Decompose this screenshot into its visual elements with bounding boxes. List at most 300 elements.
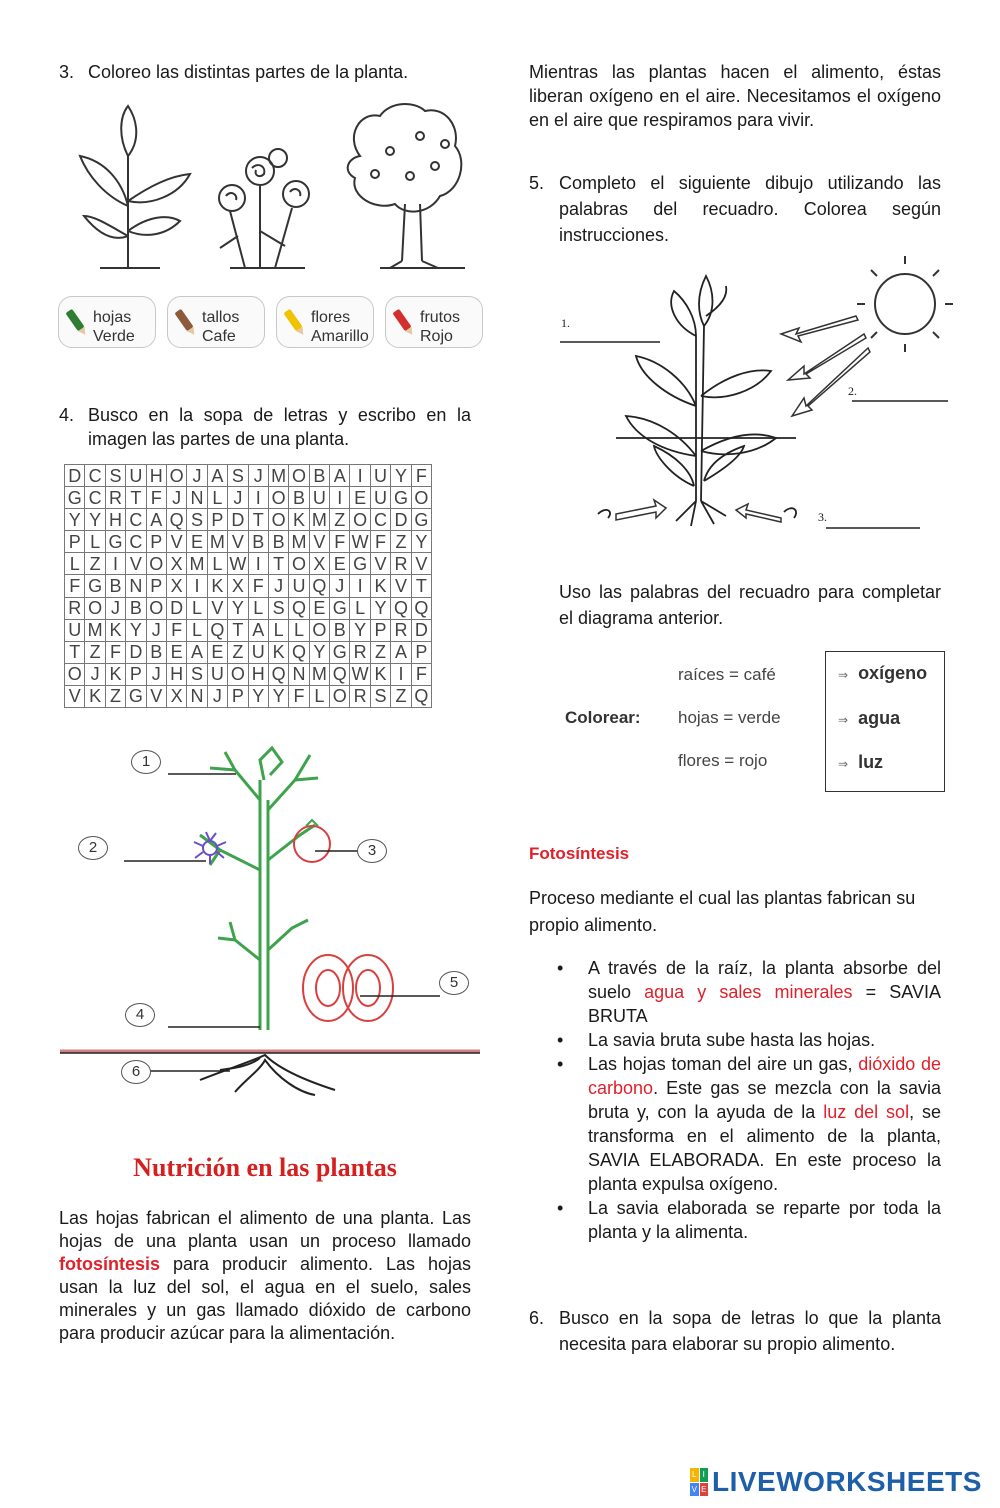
word-search-cell[interactable]: Y	[309, 641, 329, 663]
word-search-cell[interactable]: N	[126, 575, 146, 597]
word-search-cell[interactable]: J	[105, 597, 125, 619]
word-search-cell[interactable]: U	[126, 465, 146, 487]
nutrition-paragraph	[59, 1207, 471, 1345]
word-search-cell[interactable]: M	[85, 619, 105, 641]
word-search-cell[interactable]: K	[207, 575, 227, 597]
tomato-cut-drawing	[303, 955, 393, 1021]
word-search-cell[interactable]: O	[268, 487, 288, 509]
word-search-cell[interactable]: Y	[411, 531, 431, 553]
diagram-label-3: 3.	[818, 510, 827, 524]
word-search-cell[interactable]: P	[65, 531, 85, 553]
word-search-cell[interactable]: M	[207, 531, 227, 553]
word-search-cell[interactable]: L	[207, 553, 227, 575]
word-search-cell[interactable]: I	[187, 575, 207, 597]
word-search-cell[interactable]: E	[187, 531, 207, 553]
red-pencil-icon	[392, 309, 411, 332]
word-search-cell[interactable]: Q	[166, 509, 186, 531]
word-search-cell[interactable]: G	[85, 575, 105, 597]
word-search-cell[interactable]: N	[187, 487, 207, 509]
plant-parts-diagram	[60, 740, 480, 1110]
legend-tallos	[167, 296, 265, 348]
legend-frutos-label: frutos	[420, 309, 461, 326]
word-search-grid	[64, 464, 432, 708]
photosynthesis-bullets	[557, 956, 941, 1244]
word-search-cell[interactable]: Z	[330, 509, 350, 531]
question-6-number: 6.	[529, 1308, 545, 1328]
para-keyword: fotosíntesis	[59, 1254, 161, 1274]
word-search-cell[interactable]: X	[166, 553, 186, 575]
word-search-cell[interactable]: I	[248, 487, 268, 509]
word-search-cell[interactable]: G	[391, 487, 411, 509]
word-search-cell[interactable]: S	[268, 597, 288, 619]
word-search-cell[interactable]: R	[350, 685, 370, 707]
callout-3: 3	[357, 839, 387, 863]
bullet-3-text-a: Las hojas toman del aire un gas,	[588, 1054, 859, 1074]
word-search-cell[interactable]: X	[166, 685, 186, 707]
word-search-cell[interactable]: L	[187, 619, 207, 641]
bullet-3-highlight-1: dióxido de carbono	[588, 1054, 941, 1098]
callout-6: 6	[121, 1060, 151, 1084]
word-search-cell[interactable]: D	[126, 641, 146, 663]
word-search-cell[interactable]: D	[166, 597, 186, 619]
legend-flores-label: flores	[311, 309, 351, 326]
word-search-cell[interactable]: V	[391, 575, 411, 597]
word-search-cell[interactable]: O	[289, 553, 309, 575]
word-search-cell[interactable]: Q	[330, 663, 350, 685]
word-search-cell[interactable]: L	[187, 597, 207, 619]
word-search-cell[interactable]: Y	[268, 685, 288, 707]
word-search-cell[interactable]: J	[166, 487, 186, 509]
word-search-cell[interactable]: Z	[370, 641, 390, 663]
word-search-cell[interactable]: F	[411, 465, 431, 487]
word-search-cell[interactable]: F	[105, 641, 125, 663]
word-search-cell[interactable]: L	[309, 685, 329, 707]
colorear-item-3: flores = rojo	[678, 751, 768, 770]
word-search-cell[interactable]: M	[289, 531, 309, 553]
badge-square-2: I	[700, 1468, 709, 1482]
word-search-row	[65, 553, 432, 575]
word-luz: luz	[858, 752, 884, 772]
word-search-cell[interactable]: J	[330, 575, 350, 597]
word-search-cell[interactable]: Y	[85, 509, 105, 531]
word-search-row	[65, 597, 432, 619]
word-search-cell[interactable]: T	[411, 575, 431, 597]
word-search-cell[interactable]: J	[248, 465, 268, 487]
leafy-plant-drawing	[80, 106, 190, 268]
callout-1: 1	[131, 750, 161, 774]
word-search-cell[interactable]: J	[146, 663, 166, 685]
word-search-cell[interactable]: V	[309, 531, 329, 553]
word-search-cell[interactable]: K	[370, 663, 390, 685]
word-search-cell[interactable]: K	[105, 663, 125, 685]
question-4-text: Busco en la sopa de letras y escribo en la imagen las partes de una planta.	[88, 405, 471, 449]
word-oxigeno: oxígeno	[858, 663, 928, 683]
legend-tallos-label: tallos	[202, 309, 240, 326]
word-search-cell[interactable]: G	[330, 597, 350, 619]
bullet-4-text: La savia elaborada se reparte por toda la planta y la alimenta.	[588, 1198, 941, 1242]
word-search-cell[interactable]: O	[166, 465, 186, 487]
liveworksheets-logo	[690, 1466, 982, 1498]
word-search-cell[interactable]: M	[268, 465, 288, 487]
word-search-cell[interactable]: L	[268, 619, 288, 641]
word-search-cell[interactable]: Y	[126, 619, 146, 641]
word-search-cell[interactable]: O	[350, 509, 370, 531]
word-search-cell[interactable]: G	[330, 641, 350, 663]
word-search-cell[interactable]: L	[65, 553, 85, 575]
diagram-label-2: 2.	[848, 384, 857, 398]
word-search-row	[65, 641, 432, 663]
question-5	[529, 170, 941, 248]
roots-drawing	[200, 1055, 335, 1095]
word-search-cell[interactable]: I	[330, 487, 350, 509]
word-search-cell[interactable]: Q	[268, 663, 288, 685]
word-search-cell[interactable]: Q	[309, 575, 329, 597]
word-search-cell[interactable]: W	[351, 664, 369, 685]
word-search-cell[interactable]: F	[65, 575, 85, 597]
word-search-cell[interactable]: B	[146, 641, 166, 663]
bullet-4	[557, 1196, 941, 1244]
word-search-cell[interactable]: Q	[289, 641, 309, 663]
word-search-cell[interactable]: A	[330, 465, 350, 487]
badge-square-3: V	[690, 1483, 699, 1497]
callout-5: 5	[439, 971, 469, 995]
word-search-cell[interactable]: B	[309, 465, 329, 487]
word-search-cell[interactable]: P	[146, 531, 166, 553]
word-search-cell[interactable]: Y	[350, 619, 370, 641]
word-search-cell[interactable]: R	[350, 641, 370, 663]
word-search-cell[interactable]: A	[391, 641, 411, 663]
word-search-row	[65, 663, 432, 685]
word-search-cell[interactable]: D	[411, 619, 431, 641]
word-search-cell[interactable]: N	[289, 663, 309, 685]
legend-flores-color: Amarillo	[311, 328, 369, 345]
word-search-cell[interactable]: R	[391, 553, 411, 575]
word-search-cell[interactable]: V	[228, 531, 248, 553]
word-search-cell[interactable]: F	[289, 685, 309, 707]
word-search-cell[interactable]: L	[248, 597, 268, 619]
word-search-cell[interactable]: O	[65, 663, 85, 685]
word-search-cell[interactable]: B	[126, 597, 146, 619]
bullet-1-highlight: agua y sales minerales	[644, 982, 853, 1002]
word-search-cell[interactable]: I	[105, 553, 125, 575]
word-search-cell[interactable]: J	[187, 465, 207, 487]
badge-square-1: L	[690, 1468, 699, 1482]
word-search-cell[interactable]: W	[351, 531, 369, 552]
word-search-cell[interactable]: P	[146, 575, 166, 597]
word-box-item-1	[838, 663, 927, 684]
word-search-cell[interactable]: U	[370, 465, 390, 487]
callout-4: 4	[125, 1003, 155, 1027]
arrow-right-icon: ⇒	[838, 713, 849, 727]
sun-icon	[857, 256, 953, 352]
word-search-cell[interactable]: K	[105, 619, 125, 641]
bullet-1-text-b: = SAVIA BRUTA	[588, 982, 941, 1026]
word-search-cell[interactable]: Y	[228, 597, 248, 619]
word-search-cell[interactable]: U	[248, 641, 268, 663]
word-search-cell[interactable]: E	[166, 641, 186, 663]
word-box-item-2	[838, 708, 900, 729]
word-search-cell[interactable]: B	[330, 619, 350, 641]
question-3	[59, 60, 479, 84]
word-search-cell[interactable]: B	[268, 531, 288, 553]
word-search-row	[65, 465, 432, 487]
word-search-cell[interactable]: E	[207, 641, 227, 663]
word-search-cell[interactable]: E	[330, 553, 350, 575]
plant-stem-drawing	[200, 748, 318, 1030]
word-search-cell[interactable]: C	[85, 465, 105, 487]
word-search-cell[interactable]: V	[411, 553, 431, 575]
word-search-cell[interactable]: E	[350, 487, 370, 509]
legend-hojas	[58, 296, 156, 348]
word-search-cell[interactable]: O	[228, 663, 248, 685]
legend-hojas-color: Verde	[93, 328, 135, 345]
green-pencil-icon	[65, 309, 84, 332]
word-search-row	[65, 685, 432, 707]
question-4	[59, 403, 471, 451]
word-search-cell[interactable]: S	[228, 465, 248, 487]
word-search-cell[interactable]: U	[207, 663, 227, 685]
word-search-row	[65, 531, 432, 553]
word-search-cell[interactable]: C	[85, 487, 105, 509]
bullet-2-text: La savia bruta sube hasta las hojas.	[588, 1030, 876, 1050]
word-search-cell[interactable]: I	[391, 663, 411, 685]
legend-flores	[276, 296, 374, 348]
word-search-cell[interactable]: G	[411, 509, 431, 531]
word-search-cell[interactable]: B	[105, 575, 125, 597]
word-search-cell[interactable]: Y	[248, 685, 268, 707]
word-search-row	[65, 509, 432, 531]
section-title: Nutrición en las plantas	[133, 1153, 397, 1182]
word-search-cell[interactable]: Q	[411, 597, 431, 619]
word-search-cell[interactable]: Q	[289, 597, 309, 619]
word-search-cell[interactable]: K	[370, 575, 390, 597]
question-4-number: 4.	[59, 405, 75, 425]
word-search-cell[interactable]: P	[126, 663, 146, 685]
word-search-cell[interactable]: H	[166, 663, 186, 685]
fotosintesis-definition: Proceso mediante el cual las plantas fabrican su propio alimento.	[529, 888, 916, 935]
word-search-cell[interactable]: B	[248, 531, 268, 553]
legend-frutos-color: Rojo	[420, 328, 453, 345]
word-search-cell[interactable]: M	[309, 663, 329, 685]
word-search-cell[interactable]: J	[146, 619, 166, 641]
arrows-to-roots	[616, 500, 781, 522]
word-box-item-3	[838, 752, 883, 773]
word-search-cell[interactable]: S	[187, 663, 207, 685]
flower-drawing	[194, 832, 226, 864]
word-search-cell[interactable]: R	[391, 619, 411, 641]
word-search-cell[interactable]: X	[166, 575, 186, 597]
three-plants-illustration	[60, 96, 480, 276]
word-search-cell[interactable]: O	[85, 597, 105, 619]
word-search-cell[interactable]: U	[370, 487, 390, 509]
word-search-cell[interactable]: H	[146, 465, 166, 487]
bullet-2	[557, 1028, 941, 1052]
word-search-cell[interactable]: Q	[207, 619, 227, 641]
word-search-cell[interactable]: T	[248, 509, 268, 531]
badge-square-4: E	[700, 1483, 709, 1497]
word-search-cell[interactable]: J	[228, 487, 248, 509]
word-search-cell[interactable]: Z	[228, 641, 248, 663]
word-search-cell[interactable]: Q	[411, 685, 431, 707]
bullet-1	[557, 956, 941, 1028]
word-search-cell[interactable]: Y	[65, 509, 85, 531]
word-search-cell[interactable]: U	[309, 487, 329, 509]
word-search-cell[interactable]: T	[126, 487, 146, 509]
word-search-row	[65, 487, 432, 509]
legend-tallos-color: Cafe	[202, 328, 236, 345]
brand-text: LIVEWORKSHEETS	[712, 1466, 982, 1497]
word-search-cell[interactable]: O	[309, 619, 329, 641]
word-search-cell[interactable]: Z	[85, 641, 105, 663]
para-part2: para producir alimento. Las hojas usan la luz del sol, el agua en el suelo, sales minerales y un gas llamado dióxido de carbono para producir azúcar para la alimentación.	[59, 1254, 471, 1343]
word-search-cell[interactable]: G	[65, 487, 85, 509]
word-search-cell[interactable]: E	[309, 597, 329, 619]
word-search-cell[interactable]: F	[330, 531, 350, 553]
legend-frutos	[385, 296, 483, 348]
word-search-cell[interactable]: O	[411, 487, 431, 509]
bullet-3-highlight-2: luz del sol	[823, 1102, 910, 1122]
word-search-cell[interactable]: U	[289, 575, 309, 597]
bullet-3	[557, 1052, 941, 1196]
word-search-cell[interactable]: Y	[370, 597, 390, 619]
word-search-cell[interactable]: O	[289, 465, 309, 487]
word-search-cell[interactable]: Y	[391, 465, 411, 487]
word-search-cell[interactable]: J	[268, 575, 288, 597]
word-search-cell[interactable]: I	[248, 553, 268, 575]
para-part1: Las hojas fabrican el alimento de una planta. Las hojas de una planta usan un proceso llamado	[59, 1208, 471, 1251]
question-3-text: Coloreo las distintas partes de la planta.	[88, 62, 409, 82]
word-search-cell[interactable]: C	[126, 531, 146, 553]
word-search-cell[interactable]: A	[207, 465, 227, 487]
word-search-cell[interactable]: C	[126, 509, 146, 531]
colorear-item-2: hojas = verde	[678, 708, 781, 727]
word-search-cell[interactable]: B	[289, 487, 309, 509]
tomato-drawing	[294, 820, 330, 862]
word-search-cell[interactable]: J	[85, 663, 105, 685]
word-agua: agua	[858, 708, 901, 728]
bullet-3-text-c: , se transforma en el alimento de la planta, SAVIA ELABORADA. En este proceso la planta expulsa oxígeno.	[588, 1102, 942, 1194]
word-search-cell[interactable]: G	[126, 685, 146, 707]
word-search-cell[interactable]: L	[289, 619, 309, 641]
word-search-cell[interactable]: V	[207, 597, 227, 619]
word-search-cell[interactable]: R	[65, 597, 85, 619]
colorear-item-1: raíces = café	[678, 665, 776, 684]
word-search-cell[interactable]: O	[146, 597, 166, 619]
word-search-cell[interactable]: X	[309, 553, 329, 575]
word-search-cell[interactable]: F	[146, 487, 166, 509]
word-box	[825, 651, 945, 792]
word-search-cell[interactable]: N	[187, 685, 207, 707]
word-search-cell[interactable]: L	[85, 531, 105, 553]
word-search-cell[interactable]: H	[105, 509, 125, 531]
word-search-cell[interactable]: O	[330, 685, 350, 707]
word-search-cell[interactable]: H	[248, 663, 268, 685]
word-search-row	[65, 619, 432, 641]
word-search-cell[interactable]: M	[187, 553, 207, 575]
word-search-cell[interactable]: P	[411, 641, 431, 663]
fruit-tree-drawing	[348, 104, 465, 268]
word-search-cell[interactable]: S	[187, 509, 207, 531]
question-6	[529, 1305, 941, 1357]
sketched-plant-drawing	[598, 276, 796, 526]
word-search-cell[interactable]: F	[166, 619, 186, 641]
word-search-cell[interactable]: Z	[85, 553, 105, 575]
word-search-row	[65, 575, 432, 597]
word-search-cell[interactable]: Z	[391, 531, 411, 553]
word-search-cell[interactable]: P	[370, 619, 390, 641]
word-search-cell[interactable]: F	[370, 531, 390, 553]
word-search-cell[interactable]: Z	[105, 685, 125, 707]
word-search-cell[interactable]: O	[268, 509, 288, 531]
word-search-cell[interactable]: G	[105, 531, 125, 553]
word-search-cell[interactable]: V	[166, 531, 186, 553]
word-search-cell[interactable]: V	[65, 685, 85, 707]
yellow-pencil-icon	[283, 309, 302, 332]
word-search-cell[interactable]: D	[391, 509, 411, 531]
word-search-cell[interactable]: T	[228, 619, 248, 641]
word-search-cell[interactable]: C	[370, 509, 390, 531]
oxygen-intro: Mientras las plantas hacen el alimento, éstas liberan oxígeno en el aire. Necesitamos el oxígeno en el aire que respiramos para vivir.	[529, 62, 941, 130]
word-search-cell[interactable]: J	[207, 685, 227, 707]
word-search-cell[interactable]: T	[65, 641, 85, 663]
question-5-text: Completo el siguiente dibujo utilizando las palabras del recuadro. Colorea según instrucciones.	[559, 173, 941, 245]
word-search-cell[interactable]: L	[350, 597, 370, 619]
word-search-cell[interactable]: W	[229, 553, 247, 574]
word-search-cell[interactable]: G	[350, 553, 370, 575]
word-search-cell[interactable]: M	[309, 509, 329, 531]
word-search-cell[interactable]: K	[85, 685, 105, 707]
word-search-cell[interactable]: F	[248, 575, 268, 597]
bullet-1-text-a: A través de la raíz, la planta absorbe del suelo	[588, 958, 941, 1002]
live-badge-icon	[690, 1468, 708, 1496]
callout-2: 2	[78, 836, 108, 860]
word-search-cell[interactable]: K	[289, 509, 309, 531]
word-search-cell[interactable]: X	[228, 575, 248, 597]
word-search-cell[interactable]: K	[268, 641, 288, 663]
word-search-cell[interactable]: I	[350, 465, 370, 487]
colorear-label: Colorear:	[565, 708, 641, 727]
question-3-number: 3.	[59, 62, 75, 82]
rose-bush-drawing	[219, 149, 309, 268]
word-search-cell[interactable]: Z	[391, 685, 411, 707]
word-search-cell[interactable]: D	[65, 465, 85, 487]
word-search-cell[interactable]: V	[146, 685, 166, 707]
word-search-cell[interactable]: S	[370, 685, 390, 707]
word-search-cell[interactable]: V	[370, 553, 390, 575]
word-search-cell[interactable]: S	[105, 465, 125, 487]
bullet-3-text-b: . Este gas se mezcla con la savia bruta y, con la ayuda de la	[588, 1078, 941, 1122]
word-search-cell[interactable]: Q	[391, 597, 411, 619]
word-search-cell[interactable]: L	[207, 487, 227, 509]
word-search-cell[interactable]: V	[126, 553, 146, 575]
word-search-cell[interactable]: A	[248, 619, 268, 641]
word-search-cell[interactable]: I	[350, 575, 370, 597]
word-search-cell[interactable]: A	[187, 641, 207, 663]
word-search-cell[interactable]: U	[65, 619, 85, 641]
uso-instruction: Uso las palabras del recuadro para completar el diagrama anterior.	[559, 582, 941, 628]
fotosintesis-heading: Fotosíntesis	[529, 844, 630, 863]
word-search-cell[interactable]: R	[105, 487, 125, 509]
word-search-cell[interactable]: P	[228, 685, 248, 707]
word-search-cell[interactable]: T	[268, 553, 288, 575]
word-search-cell[interactable]: O	[146, 553, 166, 575]
brown-pencil-icon	[174, 309, 193, 332]
arrow-right-icon: ⇒	[838, 757, 849, 771]
word-search-cell[interactable]: P	[207, 509, 227, 531]
word-search-cell[interactable]: D	[228, 509, 248, 531]
word-search-cell[interactable]: F	[411, 663, 431, 685]
word-search-cell[interactable]: A	[146, 509, 166, 531]
